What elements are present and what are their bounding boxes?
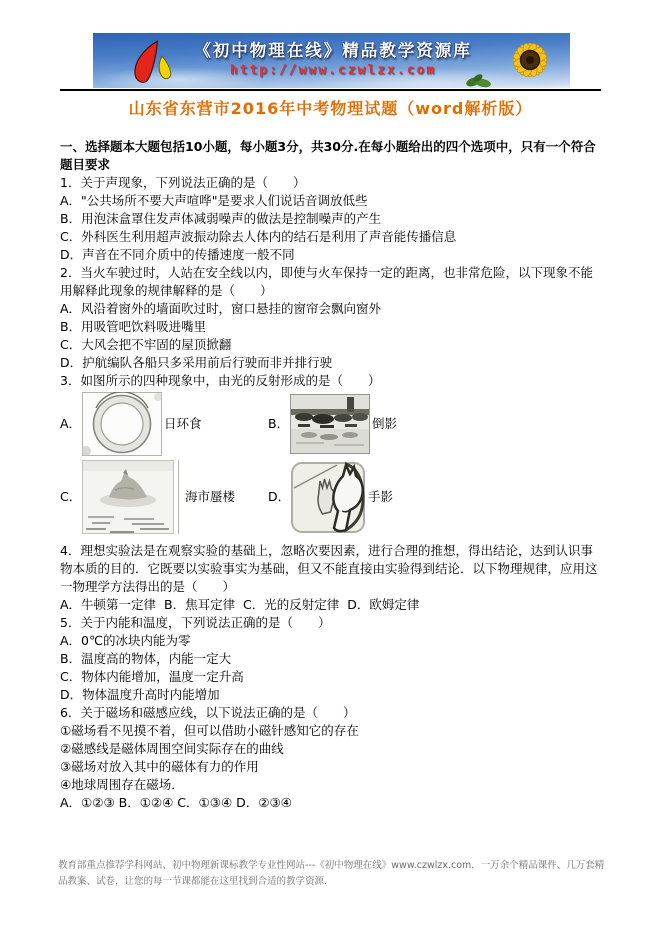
figure-c-divider bbox=[178, 460, 179, 534]
figure-a-caption: 日环食 bbox=[164, 416, 202, 431]
figure-option-b bbox=[268, 394, 397, 454]
question-5-option-a: A．0℃的冰块内能为零 bbox=[60, 633, 191, 648]
mirage-image bbox=[82, 460, 174, 534]
question-1-option-a: A．"公共场所不要大声喧哗"是要求人们说话音调放低些 bbox=[60, 193, 368, 208]
question-6-statement-3: ③磁场对放入其中的磁体有力的作用 bbox=[60, 759, 259, 774]
leaves-icon bbox=[466, 70, 492, 88]
header-divider-line bbox=[60, 89, 601, 91]
question-2-option-b: B．用吸管吧饮料吸进嘴里 bbox=[60, 319, 207, 334]
figure-c-caption: 海市蜃楼 bbox=[185, 489, 236, 504]
question-1-option-c: C．外科医生利用超声波振动除去人体内的结石是利用了声音能传播信息 bbox=[60, 229, 457, 244]
banner-site-url[interactable]: http://www.czwlzx.com bbox=[229, 63, 437, 78]
figure-option-a bbox=[60, 392, 268, 456]
question-6-options: A．①②③ B．①②④ C．①③④ D．②③④ bbox=[60, 795, 292, 810]
question-3-figures-row-2 bbox=[60, 458, 603, 536]
question-2-option-d: D．护航编队各船只多采用前后行驶而非并排行驶 bbox=[60, 355, 333, 370]
annular-eclipse-image bbox=[82, 392, 162, 456]
question-6-statement-1: ①磁场看不见摸不着，但可以借助小磁针感知它的存在 bbox=[60, 723, 359, 738]
question-3-figures-row-1 bbox=[60, 390, 603, 458]
figure-d-letter: D． bbox=[268, 489, 291, 504]
banner-site-title: 《初中物理在线》精品教学资源库 bbox=[194, 41, 472, 60]
question-5-option-c: C．物体内能增加，温度一定升高 bbox=[60, 669, 244, 684]
exam-body bbox=[60, 138, 603, 812]
figure-a-letter: A． bbox=[60, 416, 82, 431]
figure-c-letter: C． bbox=[60, 489, 82, 504]
figure-b-letter: B． bbox=[268, 416, 290, 431]
question-3-stem: 3．如图所示的四种现象中，由光的反射形成的是（ ） bbox=[60, 373, 381, 388]
site-banner bbox=[93, 33, 570, 88]
sunflower-icon bbox=[492, 33, 568, 88]
water-reflection-image bbox=[290, 394, 370, 454]
question-4-stem: 4．理想实验法是在观察实验的基础上，忽略次要因素，进行合理的推想，得出结论，达到认识事物本质的目的．它既要以实验事实为基础，但又不能直接由实验得到结论．以下物理规律，应用这一物理学方法得出的是（ ） bbox=[60, 543, 598, 594]
question-1-option-b: B．用泡沫盒罩住发声体减弱噪声的做法是控制噪声的产生 bbox=[60, 211, 382, 226]
question-6-stem: 6．关于磁场和磁感应线，以下说法正确的是（ ） bbox=[60, 705, 356, 720]
question-6-statement-4: ④地球周围存在磁场． bbox=[60, 777, 184, 792]
question-1-stem: 1．关于声现象，下列说法正确的是（ ） bbox=[60, 175, 306, 190]
hand-shadow-image bbox=[290, 461, 366, 534]
question-6-statement-2: ②磁感线是磁体周围空间实际存在的曲线 bbox=[60, 741, 284, 756]
section-header: 一、选择题本大题包括10小题，每小题3分，共30分.在每小题给出的四个选项中，只有一个符合题目要求 bbox=[60, 139, 596, 172]
question-2-stem: 2．当火车驶过时，人站在安全线以内，即使与火车保持一定的距离，也非常危险，以下现象不能用解释此现象的规律解释的是（ ） bbox=[60, 265, 593, 298]
question-5-option-b: B．温度高的物体，内能一定大 bbox=[60, 651, 232, 666]
footer-text: 教育部重点推荐学科网站、初中物理新课标教学专业性网站---《初中物理在线》www.czwlzx.com．一万余个精品课件、几万套精品教案、试卷，让您的每一节课都能在这里找到合适的教学资源． bbox=[58, 860, 605, 887]
question-2-option-a: A．风沿着窗外的墙面吹过时，窗口悬挂的窗帘会飘向窗外 bbox=[60, 301, 382, 316]
figure-b-caption: 倒影 bbox=[372, 416, 398, 431]
figure-option-d bbox=[268, 461, 393, 534]
question-5-option-d: D．物体温度升高时内能增加 bbox=[60, 687, 220, 702]
question-2-option-c: C．大风会把不牢固的屋顶掀翻 bbox=[60, 337, 232, 352]
figure-option-c bbox=[60, 460, 268, 534]
question-1-option-d: D．声音在不同介质中的传播速度一般不同 bbox=[60, 247, 295, 262]
question-5-stem: 5．关于内能和温度，下列说法正确的是（ ） bbox=[60, 615, 331, 630]
question-4-options: A．牛顿第一定律 B．焦耳定律 C．光的反射定律 D．欧姆定律 bbox=[60, 597, 420, 612]
figure-d-caption: 手影 bbox=[368, 489, 394, 504]
page-title: 山东省东营市2016年中考物理试题（word解析版） bbox=[128, 99, 533, 118]
